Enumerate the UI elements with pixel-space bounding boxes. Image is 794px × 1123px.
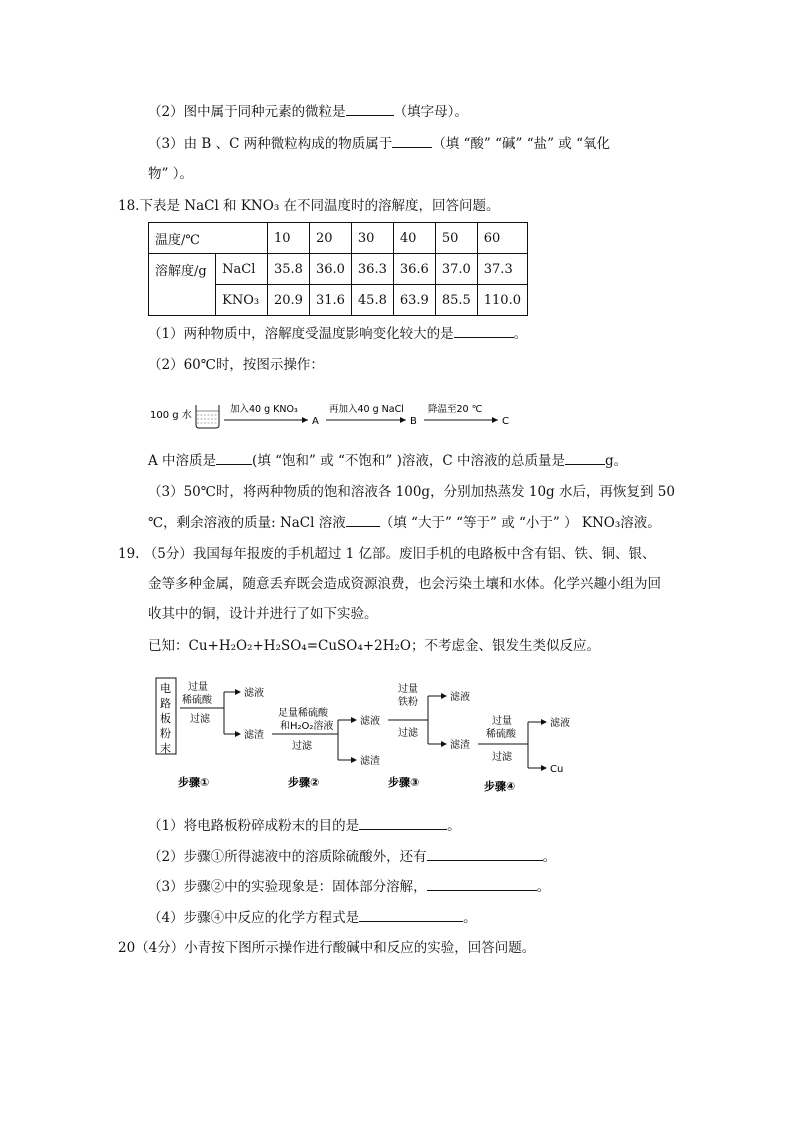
s3-filter: 过滤 [398, 728, 418, 739]
table-cell: 20.9 [268, 285, 310, 316]
q19-line3: 收其中的铜，设计并进行了如下实验。 [148, 606, 378, 622]
step-3-label: 步骤③ [388, 776, 420, 789]
q17-part3: （3）由 B 、C 两种微粒构成的物质属于 （填 “酸” “碱” “盐” 或 “氧化 [148, 133, 610, 154]
q18-part3: （3）50℃时，将两种物质的饱和溶液各 100g，分别加热蒸发 10g 水后，再恢复到 50 [148, 484, 675, 500]
s2-reagent: 和H₂O₂溶液 [280, 721, 334, 732]
q19-part4: （4）步骤④中反应的化学方程式是 。 [148, 907, 477, 928]
water-label: 100 g 水 [150, 410, 192, 421]
table-row [149, 223, 528, 254]
copper-recovery-flowchart [152, 672, 582, 804]
answer-blank[interactable] [454, 323, 514, 338]
s1-reagent: 稀硫酸 [182, 695, 212, 706]
q18-part3-cont: ℃，剩余溶液的质量: NaCl 溶液 （填 “大于” “等于” 或 “小于” ） KNO₃溶液。 [148, 512, 661, 533]
start-char: 粉 [160, 727, 171, 740]
table-cell: 35.8 [268, 254, 310, 285]
q18-stem: 18.下表是 NaCl 和 KNO₃ 在不同温度时的溶解度，回答问题。 [118, 198, 500, 214]
table-cell: 30 [351, 223, 393, 254]
q19-known: 已知：Cu+H₂O₂+H₂SO₄=CuSO₄+2H₂O；不考虑金、银发生类似反应。 [148, 638, 600, 654]
step-add-nacl: 再加入40 g NaCl [329, 404, 404, 415]
s1-filter: 过滤 [190, 714, 210, 725]
table-row-label-kno3: KNO₃ [216, 285, 268, 316]
answer-blank[interactable] [346, 512, 380, 527]
s2-filter: 过滤 [292, 741, 312, 752]
table-cell: 10 [268, 223, 310, 254]
table-row [149, 254, 528, 285]
s4-reagent: 稀硫酸 [486, 729, 516, 740]
dissolution-diagram [148, 398, 528, 434]
s1-filtrate: 滤液 [244, 688, 264, 699]
answer-blank[interactable] [427, 846, 543, 861]
start-char: 末 [160, 742, 171, 755]
label-c: C [502, 416, 509, 427]
answer-blank[interactable] [392, 133, 432, 148]
table-cell: 36.3 [351, 254, 393, 285]
s2-reagent: 足量稀硫酸 [278, 708, 328, 719]
q19-line1: 19. （5分）我国每年报废的手机超过 1 亿部。废旧手机的电路板中含有铝、铁、铜、银、 [118, 546, 656, 562]
q18-part2-stem: （2）60℃时，按图示操作： [148, 357, 324, 373]
q19-part3: （3）步骤②中的实验现象是：固体部分溶解， 。 [148, 876, 550, 897]
s3-residue: 滤渣 [450, 740, 470, 751]
table-cell: 36.6 [393, 254, 435, 285]
table-cell: 110.0 [477, 285, 527, 316]
step-add-kno3: 加入40 g KNO₃ [230, 404, 298, 415]
q20-stem: 20（4分）小青按下图所示操作进行酸碱中和反应的实验，回答问题。 [118, 940, 536, 956]
table-cell: 85.5 [435, 285, 477, 316]
start-char: 路 [160, 697, 171, 710]
step-4-label: 步骤④ [484, 780, 516, 793]
answer-blank[interactable] [216, 450, 252, 465]
start-char: 电 [160, 682, 171, 695]
s4-reagent: 过量 [492, 716, 512, 727]
s2-residue: 滤渣 [360, 756, 380, 767]
answer-blank[interactable] [346, 101, 394, 116]
table-cell: 20 [309, 223, 351, 254]
table-cell: 36.0 [309, 254, 351, 285]
s3-filtrate: 滤液 [450, 692, 470, 703]
s1-residue: 滤渣 [244, 730, 264, 741]
table-cell: 37.3 [477, 254, 527, 285]
arrow-head [302, 417, 308, 423]
arrow-head [492, 417, 498, 423]
arrow-head [400, 417, 406, 423]
q17-part2: （2）图中属于同种元素的微粒是 （填字母）。 [148, 101, 468, 122]
table-cell: 50 [435, 223, 477, 254]
answer-blank[interactable] [359, 815, 447, 830]
q19-line2: 金等多种金属，随意丢弃既会造成资源浪费，也会污染土壤和水体。化学兴趣小组为回 [148, 576, 661, 592]
answer-blank[interactable] [427, 876, 537, 891]
q18-part2-question: A 中溶质是 (填 “饱和” 或 “不饱和” )溶液，C 中溶液的总质量是 g。 [148, 450, 627, 471]
step-cool: 降温至20 ℃ [428, 404, 483, 415]
s4-product-cu: Cu [550, 764, 564, 775]
table-cell: 40 [393, 223, 435, 254]
start-char: 板 [160, 712, 171, 725]
q17-part3-cont: 物” ）。 [148, 166, 193, 182]
table-row-label-nacl: NaCl [216, 254, 268, 285]
q18-part1: （1）两种物质中，溶解度受温度影响变化较大的是 。 [148, 323, 527, 344]
table-cell: 37.0 [435, 254, 477, 285]
step-1-label: 步骤① [178, 776, 210, 789]
table-cell: 63.9 [393, 285, 435, 316]
s4-filter: 过滤 [492, 752, 512, 763]
table-cell: 45.8 [351, 285, 393, 316]
q19-part1: （1）将电路板粉碎成粉末的目的是 。 [148, 815, 461, 836]
beaker-icon [196, 405, 219, 428]
table-cell: 60 [477, 223, 527, 254]
answer-blank[interactable] [359, 907, 463, 922]
label-b: B [410, 416, 417, 427]
s3-reagent: 过量 [398, 684, 418, 695]
q19-part2: （2）步骤①所得滤液中的溶质除硫酸外，还有 。 [148, 846, 556, 867]
table-header-temp: 温度/℃ [149, 223, 268, 254]
step-2-label: 步骤② [288, 776, 320, 789]
s1-reagent: 过量 [188, 682, 208, 693]
table-header-solubility: 溶解度/g [149, 254, 216, 316]
table-cell: 31.6 [309, 285, 351, 316]
label-a: A [312, 416, 319, 427]
answer-blank[interactable] [565, 450, 605, 465]
s2-filtrate: 滤液 [360, 716, 380, 727]
s4-filtrate: 滤液 [550, 718, 570, 729]
solubility-table [148, 222, 528, 316]
s3-reagent: 铁粉 [398, 697, 418, 708]
